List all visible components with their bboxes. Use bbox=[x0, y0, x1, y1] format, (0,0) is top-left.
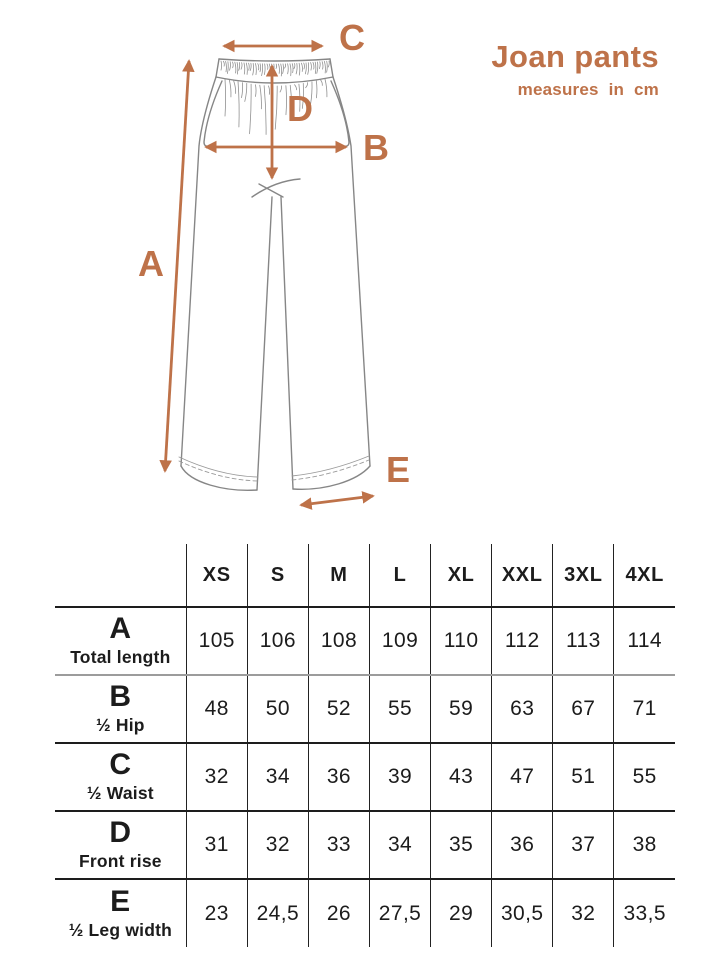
size-col-header-xl: XL bbox=[431, 544, 492, 607]
corner-cell bbox=[55, 544, 186, 607]
waistband-gathers bbox=[221, 61, 329, 134]
row-label-cell bbox=[55, 675, 186, 743]
measure-arrow-a bbox=[165, 61, 189, 471]
value-cell: 29 bbox=[431, 879, 492, 947]
value-cell: 105 bbox=[186, 607, 247, 675]
value-cell: 59 bbox=[431, 675, 492, 743]
row-label-cell bbox=[55, 811, 186, 879]
value-cell: 114 bbox=[614, 607, 675, 675]
subtitle: measures in cm bbox=[517, 80, 659, 100]
measure-arrows bbox=[165, 46, 373, 505]
value-cell: 33,5 bbox=[623, 901, 666, 925]
size-col-header-m: M bbox=[308, 544, 369, 607]
value-cell: 47 bbox=[492, 743, 553, 811]
value-cell: 71 bbox=[614, 675, 675, 743]
value-cell: 113 bbox=[553, 607, 614, 675]
row-letter: B bbox=[109, 680, 132, 713]
diagram-label-b: B bbox=[363, 127, 389, 168]
value-cell: 109 bbox=[369, 607, 430, 675]
row-label-cell bbox=[55, 743, 186, 811]
value-cell: 31 bbox=[186, 811, 247, 879]
value-cell: 32 bbox=[247, 811, 308, 879]
diagram-label-d: D bbox=[287, 88, 313, 129]
size-col-header-xs: XS bbox=[186, 544, 247, 607]
size-col-header-xxl: XXL bbox=[492, 544, 553, 607]
value-cell: 36 bbox=[308, 743, 369, 811]
table-row-total-length bbox=[55, 607, 675, 675]
row-letter: C bbox=[109, 748, 132, 781]
title-block bbox=[491, 40, 659, 100]
product-title: Joan pants bbox=[491, 39, 659, 74]
diagram-label-a: A bbox=[138, 243, 164, 284]
size-col-header-l: L bbox=[369, 544, 430, 607]
value-cell: 32 bbox=[553, 879, 614, 947]
value-cell: 55 bbox=[369, 675, 430, 743]
value-cell: 24,5 bbox=[247, 879, 308, 947]
value-cell: 32 bbox=[186, 743, 247, 811]
value-cell: 67 bbox=[553, 675, 614, 743]
value-cell: 63 bbox=[492, 675, 553, 743]
measure-arrow-e bbox=[301, 496, 373, 505]
row-sublabel: ½ Leg width bbox=[68, 919, 172, 940]
row-sublabel: ½ Waist bbox=[86, 783, 154, 803]
size-col-header-4xl: 4XL bbox=[614, 544, 675, 607]
row-label-cell bbox=[55, 879, 186, 947]
size-header-row bbox=[55, 544, 675, 607]
value-cell: 106 bbox=[247, 607, 308, 675]
value-cell: 39 bbox=[369, 743, 430, 811]
size-table bbox=[55, 544, 675, 947]
row-letter: A bbox=[109, 612, 132, 645]
row-sublabel: ½ Hip bbox=[96, 715, 145, 735]
row-sublabel: Front rise bbox=[78, 851, 162, 871]
value-cell: 52 bbox=[308, 675, 369, 743]
table-row-front-rise bbox=[55, 811, 675, 879]
value-cell: 34 bbox=[247, 743, 308, 811]
diagram-label-c: C bbox=[339, 17, 365, 58]
row-label-cell bbox=[55, 607, 186, 675]
value-cell: 112 bbox=[492, 607, 553, 675]
pants-outline bbox=[179, 59, 370, 490]
size-col-header-3xl: 3XL bbox=[553, 544, 614, 607]
value-cell: 50 bbox=[247, 675, 308, 743]
size-col-header-s: S bbox=[247, 544, 308, 607]
value-cell: 43 bbox=[431, 743, 492, 811]
table-row-waist bbox=[55, 743, 675, 811]
value-cell: 33 bbox=[308, 811, 369, 879]
value-cell: 37 bbox=[553, 811, 614, 879]
diagram-label-e: E bbox=[386, 449, 411, 490]
table-row-hip bbox=[55, 675, 675, 743]
value-cell: 38 bbox=[614, 811, 675, 879]
table-row-leg-width bbox=[55, 879, 675, 947]
value-cell: 23 bbox=[186, 879, 247, 947]
value-cell: 30,5 bbox=[492, 879, 553, 947]
row-letter: E bbox=[110, 884, 131, 918]
value-cell: 110 bbox=[431, 607, 492, 675]
row-sublabel: Total length bbox=[70, 647, 171, 667]
value-cell: 108 bbox=[308, 607, 369, 675]
value-cell: 36 bbox=[492, 811, 553, 879]
value-cell: 26 bbox=[308, 879, 369, 947]
value-cell: 34 bbox=[369, 811, 430, 879]
value-cell: 51 bbox=[553, 743, 614, 811]
value-cell: 55 bbox=[614, 743, 675, 811]
row-letter: D bbox=[109, 816, 132, 849]
value-cell: 35 bbox=[431, 811, 492, 879]
value-cell: 27,5 bbox=[369, 879, 430, 947]
value-cell: 48 bbox=[186, 675, 247, 743]
